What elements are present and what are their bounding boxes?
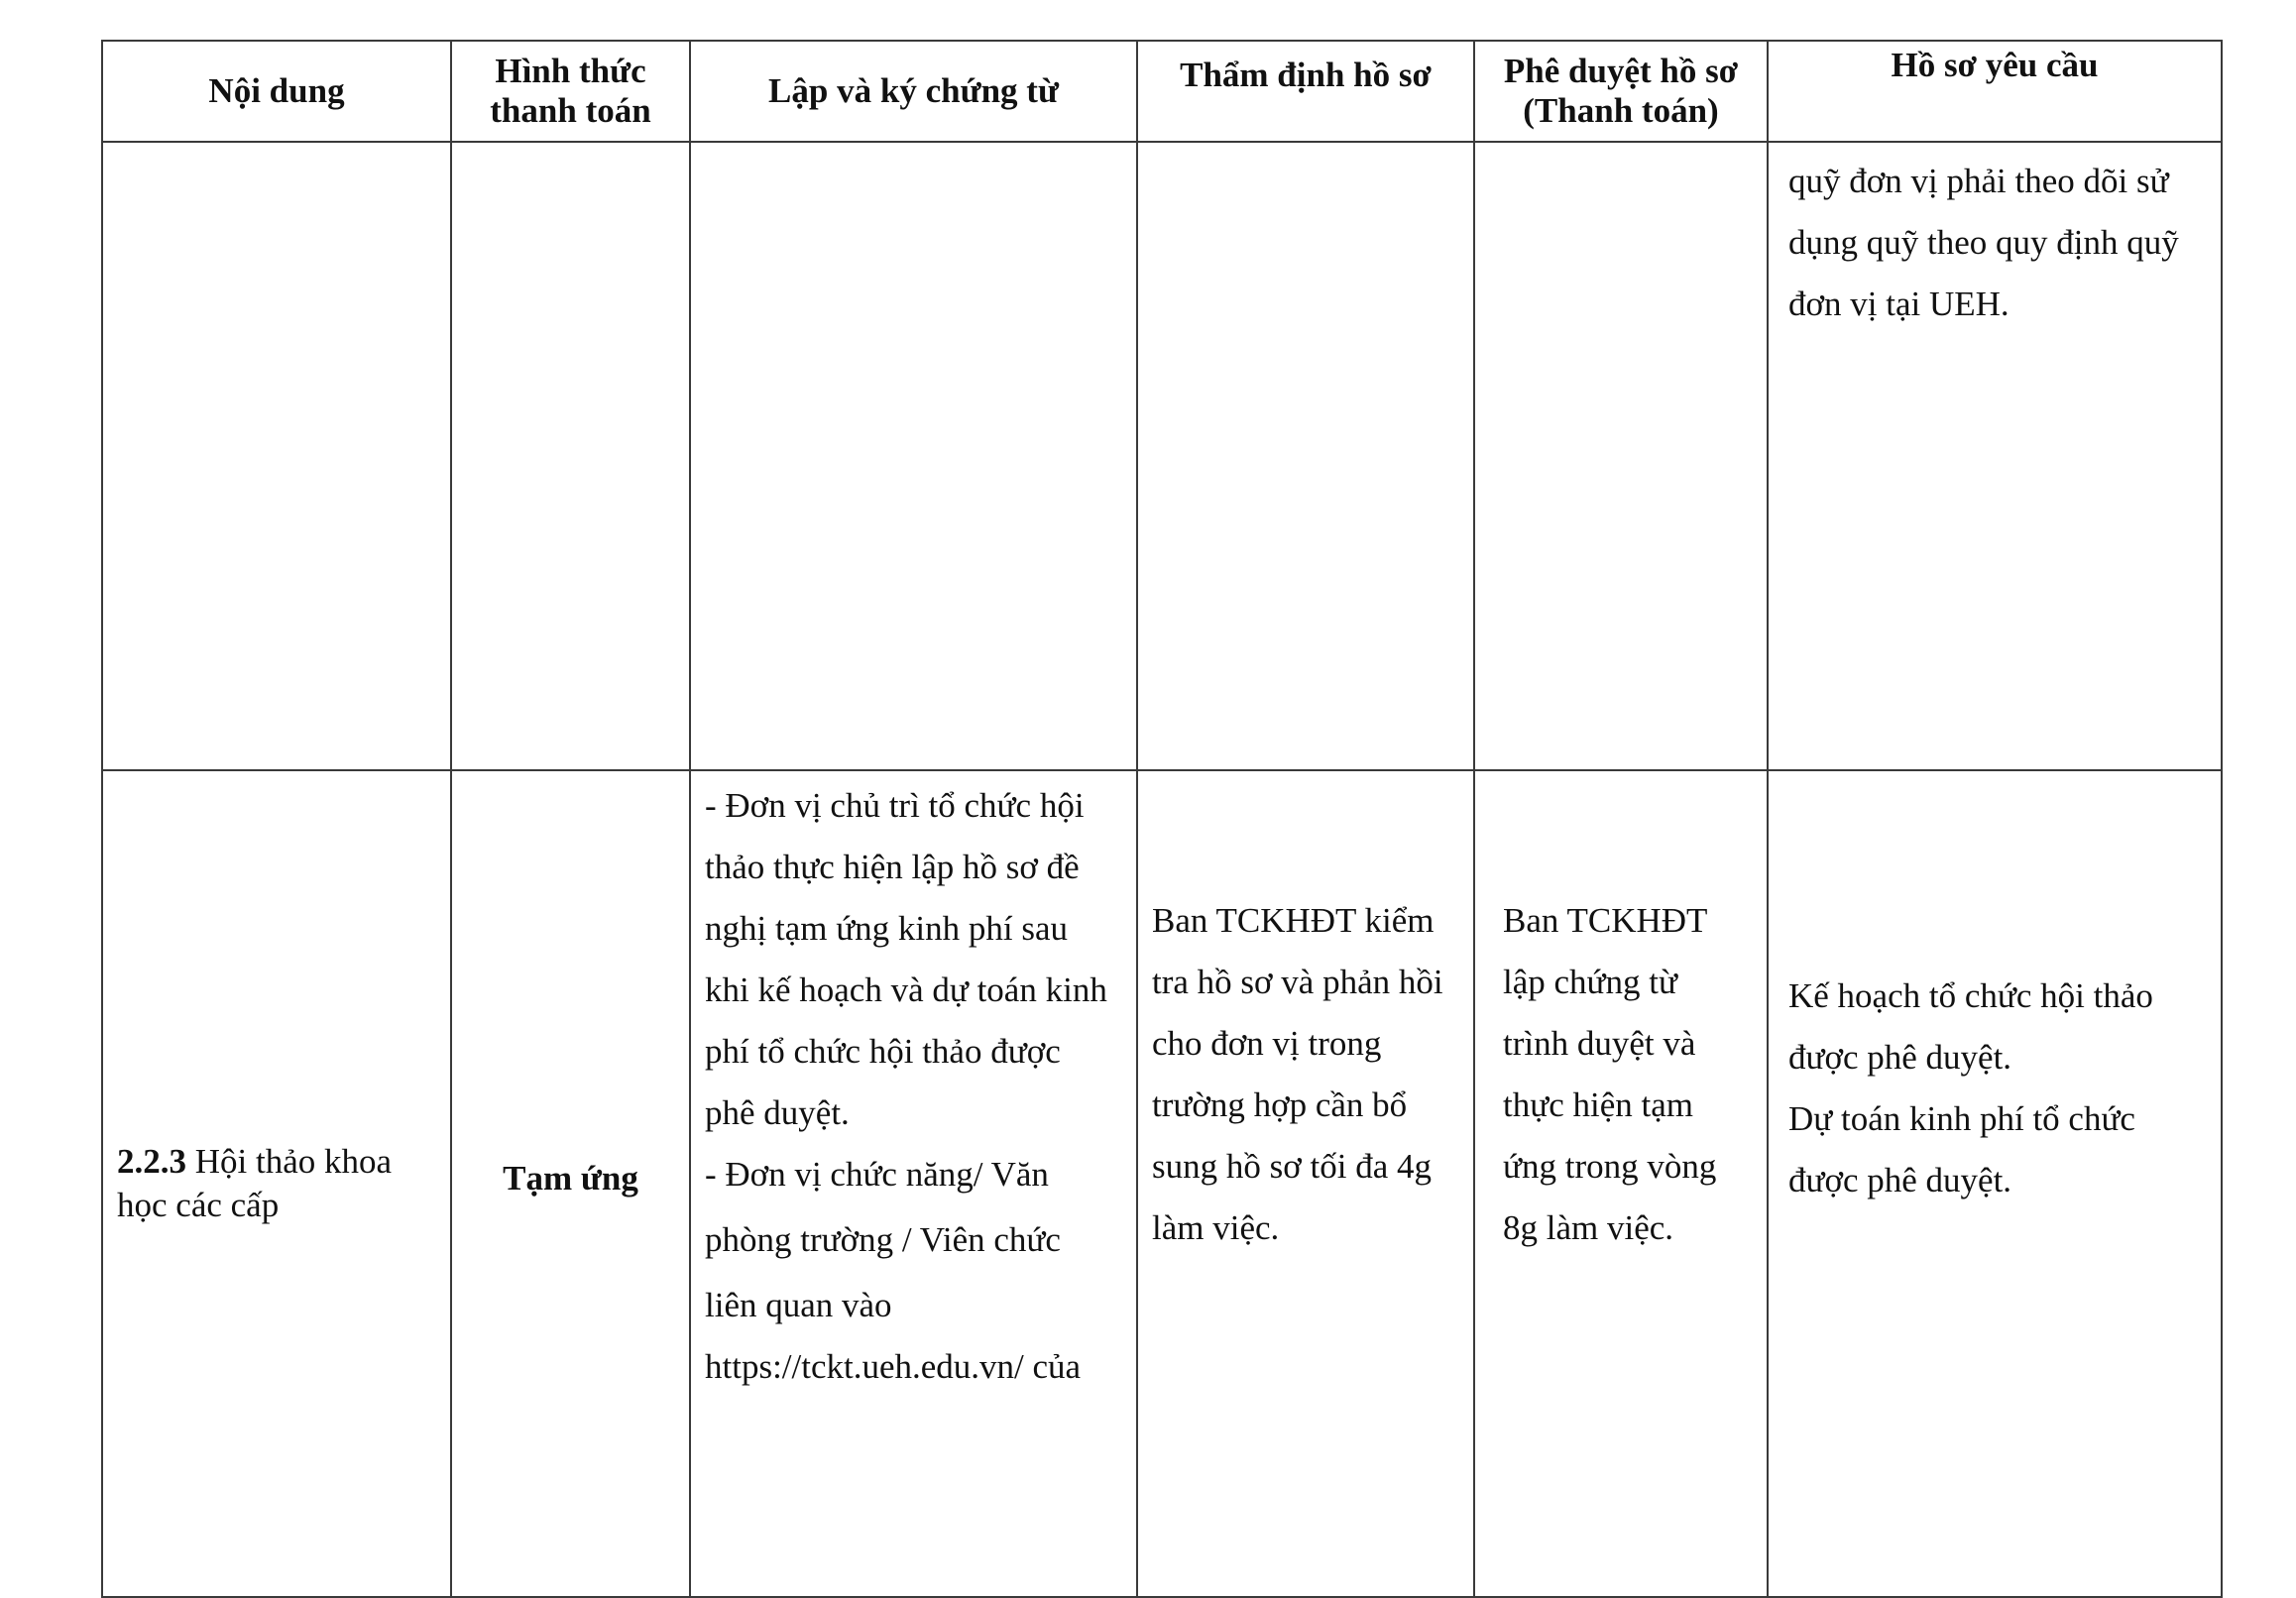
header-requirements: Hồ sơ yêu cầu (1768, 41, 2222, 142)
approve-line: 8g làm việc. (1503, 1208, 1674, 1247)
approve-line: trình duyệt và (1503, 1024, 1696, 1063)
prepare-line: thảo thực hiện lập hồ sơ đề (705, 848, 1080, 886)
cell-requirements-continued (1768, 142, 2222, 770)
section-title-line1: Hội thảo khoa (194, 1142, 393, 1181)
header-payment-method: Hình thức thanh toán (451, 41, 690, 142)
review-line: trường hợp cần bổ (1152, 1085, 1408, 1124)
procedure-table (101, 40, 2223, 1598)
prepare-line: khi kế hoạch và dự toán kinh (705, 970, 1107, 1009)
prepare-line: nghị tạm ứng kinh phí sau (705, 909, 1069, 948)
prepare-line: phí tổ chức hội thảo được (705, 1032, 1061, 1071)
approve-line: lập chứng từ (1503, 963, 1677, 1001)
review-line: Ban TCKHĐT kiểm (1152, 901, 1435, 940)
table-header-row (102, 41, 2222, 142)
header-review: Thẩm định hồ sơ (1137, 41, 1474, 142)
table-row-2-2-3 (102, 770, 2222, 1597)
cell-review (1137, 770, 1474, 1597)
cell-approve-empty (1474, 142, 1768, 770)
section-number: 2.2.3 (117, 1142, 186, 1181)
requirements-line: đơn vị tại UEH. (1788, 285, 2009, 323)
cell-review-empty (1137, 142, 1474, 770)
review-line: sung hồ sơ tối đa 4g (1152, 1147, 1432, 1186)
header-approve: Phê duyệt hồ sơ (Thanh toán) (1474, 41, 1768, 142)
cell-payment-method (451, 770, 690, 1597)
cell-prepare-empty (690, 142, 1137, 770)
header-content: Nội dung (102, 41, 451, 142)
review-line: tra hồ sơ và phản hồi (1152, 963, 1443, 1001)
prepare-line: liên quan vào (705, 1286, 892, 1324)
section-title-line2: học các cấp (117, 1186, 280, 1224)
payment-method-text: Tạm ứng (503, 1159, 638, 1198)
requirements-line: được phê duyệt. (1788, 1161, 2012, 1199)
requirements-line: được phê duyệt. (1788, 1038, 2012, 1077)
cell-payment-empty (451, 142, 690, 770)
prepare-line: https://tckt.ueh.edu.vn/ của (705, 1347, 1082, 1386)
review-line: cho đơn vị trong (1152, 1024, 1382, 1063)
cell-approve (1474, 770, 1768, 1597)
cell-requirements (1768, 770, 2222, 1597)
requirements-line: Dự toán kinh phí tổ chức (1788, 1099, 2135, 1138)
prepare-line: - Đơn vị chức năng/ Văn (705, 1155, 1049, 1194)
requirements-line: quỹ đơn vị phải theo dõi sử (1788, 162, 2169, 200)
header-prepare-sign: Lập và ký chứng từ (690, 41, 1137, 142)
cell-content-empty (102, 142, 451, 770)
approve-line: thực hiện tạm (1503, 1085, 1693, 1124)
prepare-line: phê duyệt. (705, 1093, 850, 1132)
review-line: làm việc. (1152, 1208, 1280, 1247)
table-row-continued (102, 142, 2222, 770)
cell-prepare-sign (690, 770, 1137, 1597)
requirements-line: dụng quỹ theo quy định quỹ (1788, 223, 2179, 262)
approve-line: ứng trong vòng (1503, 1147, 1717, 1186)
approve-line: Ban TCKHĐT (1503, 901, 1708, 940)
prepare-line: phòng trường / Viên chức (705, 1220, 1061, 1259)
prepare-line: - Đơn vị chủ trì tổ chức hội (705, 786, 1085, 825)
requirements-line: Kế hoạch tổ chức hội thảo (1788, 976, 2153, 1015)
cell-content (102, 770, 451, 1597)
